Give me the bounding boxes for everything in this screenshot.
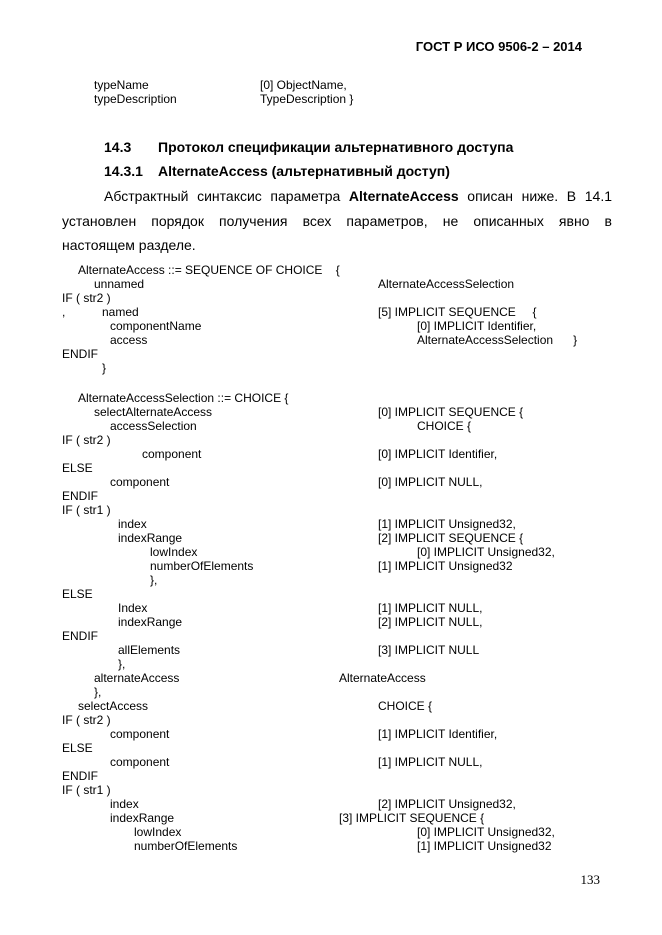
paragraph-line: настоящем разделе.	[62, 237, 196, 253]
code-type: AlternateAccessSelection }	[417, 333, 578, 347]
code-line	[0, 825, 662, 839]
code-line	[0, 587, 662, 601]
code-text: component	[110, 727, 170, 741]
paragraph-line	[104, 187, 612, 205]
code-text: indexRange	[118, 531, 183, 545]
code-line	[0, 347, 662, 361]
code-text: AlternateAccessSelection ::= CHOICE {	[78, 391, 289, 405]
code-text: },	[150, 573, 158, 587]
code-line	[0, 447, 662, 461]
code-text: alternateAccess	[94, 671, 180, 685]
code-line	[0, 92, 662, 106]
code-line	[0, 769, 662, 783]
code-line	[0, 657, 662, 671]
code-text: },	[94, 685, 102, 699]
code-text: ENDIF	[62, 489, 98, 503]
parameter-term: AlternateAccess	[348, 188, 459, 204]
code-line	[0, 419, 662, 433]
code-line	[0, 601, 662, 615]
subsection-title: AlternateAccess (альтернативный доступ)	[158, 163, 450, 179]
code-line	[0, 263, 662, 277]
code-line	[0, 685, 662, 699]
code-text: ENDIF	[62, 629, 98, 643]
code-type: [0] IMPLICIT NULL,	[378, 475, 483, 489]
code-type: [1] IMPLICIT Unsigned32	[417, 839, 552, 853]
code-line	[0, 573, 662, 587]
code-line	[0, 391, 662, 405]
code-type: [0] IMPLICIT SEQUENCE {	[378, 405, 524, 419]
code-text: selectAlternateAccess	[94, 405, 213, 419]
code-text: selectAccess	[78, 699, 149, 713]
code-text: IF ( str2 )	[62, 291, 111, 305]
paragraph-text: Абстрактный синтаксис параметра	[104, 188, 341, 204]
code-text: IF ( str1 )	[62, 783, 111, 797]
code-line	[0, 699, 662, 713]
code-text: IF ( str2 )	[62, 433, 111, 447]
code-text: indexRange	[110, 811, 175, 825]
code-text: lowIndex	[134, 825, 182, 839]
code-type: [1] IMPLICIT Unsigned32,	[378, 517, 516, 531]
code-text: ELSE	[62, 461, 93, 475]
code-type: [1] IMPLICIT Identifier,	[378, 727, 498, 741]
code-text: index	[118, 517, 147, 531]
code-text: ELSE	[62, 741, 93, 755]
code-type: TypeDescription }	[260, 92, 354, 106]
code-type: CHOICE {	[378, 699, 433, 713]
page-number: 133	[580, 872, 600, 887]
code-line	[0, 405, 662, 419]
code-type: [2] IMPLICIT NULL,	[378, 615, 483, 629]
code-line	[0, 755, 662, 769]
code-text: AlternateAccess ::= SEQUENCE OF CHOICE {	[78, 263, 340, 277]
code-line	[0, 333, 662, 347]
code-line	[0, 629, 662, 643]
code-type: [0] IMPLICIT Unsigned32,	[417, 825, 555, 839]
code-text: lowIndex	[150, 545, 198, 559]
code-type: [3] IMPLICIT NULL	[378, 643, 480, 657]
code-text: },	[118, 657, 126, 671]
subsection-number: 14.3.1	[104, 163, 143, 179]
code-line	[0, 361, 662, 375]
code-line	[0, 277, 662, 291]
paragraph-text: описан ниже. В 14.1	[467, 188, 613, 204]
code-text: numberOfElements	[134, 839, 238, 853]
code-type: [0] ObjectName,	[260, 78, 347, 92]
code-line	[0, 489, 662, 503]
code-line	[0, 615, 662, 629]
code-line	[0, 545, 662, 559]
code-text: ELSE	[62, 587, 93, 601]
paragraph-line: установлен порядок получения всех параметров, не описанных явно в	[62, 213, 612, 229]
code-type: [0] IMPLICIT Identifier,	[417, 319, 537, 333]
code-text: numberOfElements	[150, 559, 254, 573]
code-line	[0, 461, 662, 475]
code-line	[0, 713, 662, 727]
code-type: [1] IMPLICIT Unsigned32	[378, 559, 513, 573]
code-line	[0, 741, 662, 755]
code-type: [0] IMPLICIT Identifier,	[378, 447, 498, 461]
code-type: CHOICE {	[417, 419, 472, 433]
code-type: [0] IMPLICIT Unsigned32,	[417, 545, 555, 559]
code-text: unnamed	[94, 277, 145, 291]
section-title: Протокол спецификации альтернативного доступа	[158, 139, 514, 155]
code-line	[0, 305, 662, 319]
code-text: ENDIF	[62, 769, 98, 783]
code-type: AlternateAccess	[339, 671, 426, 685]
code-line	[0, 811, 662, 825]
code-text: accessSelection	[110, 419, 197, 433]
code-text: typeDescription	[94, 92, 177, 106]
code-line	[0, 671, 662, 685]
code-line	[0, 433, 662, 447]
code-line	[0, 291, 662, 305]
code-type: [1] IMPLICIT NULL,	[378, 601, 483, 615]
code-line	[0, 78, 662, 92]
code-type: [2] IMPLICIT SEQUENCE {	[378, 531, 524, 545]
code-type: [5] IMPLICIT SEQUENCE {	[378, 305, 537, 319]
code-type: [1] IMPLICIT NULL,	[378, 755, 483, 769]
code-line	[0, 839, 662, 853]
code-text: access	[110, 333, 148, 347]
code-text: Index	[118, 601, 148, 615]
code-text: componentName	[110, 319, 202, 333]
code-text: IF ( str2 )	[62, 713, 111, 727]
code-text: }	[102, 361, 107, 375]
code-type: AlternateAccessSelection	[378, 277, 515, 291]
code-text: named	[102, 305, 139, 319]
code-line	[0, 727, 662, 741]
document-header: ГОСТ Р ИСО 9506-2 – 2014	[415, 39, 582, 54]
code-line	[0, 503, 662, 517]
code-text: ENDIF	[62, 347, 98, 361]
code-line	[0, 517, 662, 531]
section-number: 14.3	[104, 139, 132, 155]
code-line	[0, 797, 662, 811]
code-line	[0, 783, 662, 797]
code-line	[0, 559, 662, 573]
code-line	[0, 319, 662, 333]
code-text: allElements	[118, 643, 181, 657]
code-text: component	[142, 447, 202, 461]
code-text: typeName	[94, 78, 149, 92]
code-text: indexRange	[118, 615, 183, 629]
code-line	[0, 643, 662, 657]
code-type: [3] IMPLICIT SEQUENCE {	[339, 811, 485, 825]
code-line	[0, 531, 662, 545]
code-text: IF ( str1 )	[62, 503, 111, 517]
code-separator: ,	[62, 305, 66, 319]
code-line	[0, 475, 662, 489]
code-text: index	[110, 797, 139, 811]
code-type: [2] IMPLICIT Unsigned32,	[378, 797, 516, 811]
code-text: component	[110, 475, 170, 489]
code-text: component	[110, 755, 170, 769]
